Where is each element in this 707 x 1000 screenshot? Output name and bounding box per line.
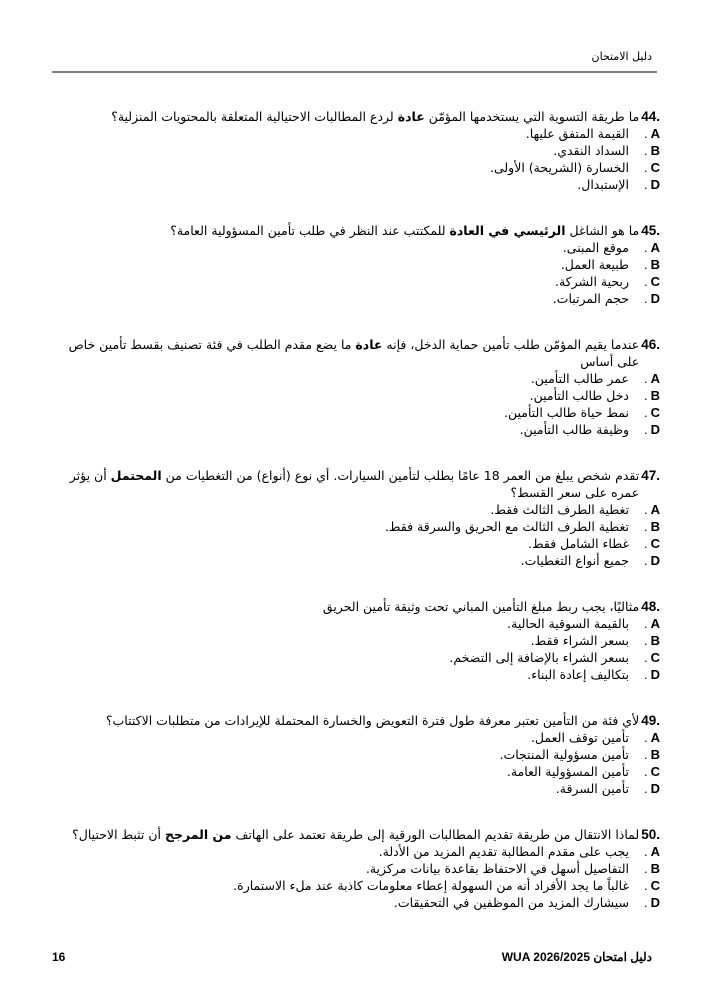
- option-letter-dot: .: [643, 781, 648, 796]
- question-text: [50, 467, 660, 501]
- option-text: وظيفة طالب التأمين.: [519, 422, 629, 437]
- option-letter-char: A: [650, 126, 660, 141]
- option-letter-dot: .: [643, 274, 648, 289]
- option-letter-dot: .: [643, 291, 648, 306]
- option-letter: [629, 290, 660, 307]
- question-text: [50, 712, 660, 729]
- question-text: [50, 108, 660, 125]
- question-stem: [50, 712, 639, 729]
- question-block: [50, 336, 660, 438]
- option-letter-char: D: [650, 895, 660, 910]
- answer-option: [50, 877, 660, 894]
- page-footer: [52, 950, 652, 966]
- question-number: 45.: [641, 223, 660, 238]
- option-text: الخسارة (الشريحة) الأولى.: [489, 160, 629, 175]
- page-number: 16: [52, 950, 66, 964]
- option-letter-char: D: [650, 553, 660, 568]
- option-letter-char: C: [650, 878, 660, 893]
- option-letter-char: C: [650, 650, 660, 665]
- option-letter-dot: .: [643, 405, 648, 420]
- question-stem-part: ما هو الشاغل: [565, 223, 640, 238]
- option-text: بسعر الشراء فقط.: [530, 633, 629, 648]
- option-text: ربحية الشركة.: [555, 274, 629, 289]
- answer-options: [50, 370, 660, 438]
- option-text: الإستبدال.: [577, 177, 629, 192]
- answer-option: [50, 125, 660, 142]
- option-text: بتكاليف إعادة البناء.: [527, 667, 629, 682]
- question-emphasis: عادة: [397, 109, 425, 124]
- option-letter: [629, 780, 660, 797]
- option-text: تأمين مسؤولية المنتجات.: [499, 747, 629, 762]
- option-letter-char: C: [650, 536, 660, 551]
- option-letter-char: B: [650, 388, 660, 403]
- option-letter-char: C: [650, 160, 660, 175]
- option-letter-dot: .: [643, 730, 648, 745]
- option-letter: [629, 387, 660, 404]
- question-block: [50, 108, 660, 193]
- option-letter-dot: .: [643, 519, 648, 534]
- answer-option: [50, 666, 660, 683]
- option-letter: [629, 843, 660, 860]
- question-stem: [50, 336, 639, 370]
- question-stem-part: أن يؤثر عمره على سعر القسط؟: [69, 468, 640, 500]
- option-letter-dot: .: [643, 371, 648, 386]
- question-stem-part: للمكتتب عند النظر في طلب تأمين المسؤولية العامة؟: [170, 223, 450, 238]
- question-stem-part: عندما يقيم المؤمّن طلب تأمين حماية الدخل، فإنه: [382, 337, 640, 352]
- option-letter-dot: .: [643, 650, 648, 665]
- option-letter-dot: .: [643, 422, 648, 437]
- option-letter-char: D: [650, 422, 660, 437]
- question-stem: [50, 467, 639, 501]
- answer-option: [50, 763, 660, 780]
- option-letter-dot: .: [643, 502, 648, 517]
- option-letter-char: D: [650, 291, 660, 306]
- footer-title: دليل امتحان WUA 2026/2025: [501, 950, 652, 964]
- question-block: [50, 826, 660, 911]
- option-letter-char: D: [650, 781, 660, 796]
- answer-option: [50, 387, 660, 404]
- question-number: 44.: [641, 109, 660, 124]
- question-number: 47.: [641, 468, 660, 483]
- question-stem: [50, 108, 639, 125]
- option-text: حجم المرتبات.: [552, 291, 629, 306]
- option-text: يجب على مقدم المطالبة تقديم المزيد من الأدلة.: [378, 844, 629, 859]
- option-text: دخل طالب التأمين.: [529, 388, 629, 403]
- question-stem-part: ما يضع مقدم الطلب في فئة تصنيف بقسط تأمين خاص على أساس: [68, 337, 640, 369]
- question-stem-part: أن تثبط الاحتيال؟: [72, 827, 165, 842]
- answer-options: [50, 843, 660, 911]
- option-text: جميع أنواع التغطيات.: [520, 553, 629, 568]
- option-letter: [629, 421, 660, 438]
- answer-option: [50, 894, 660, 911]
- option-letter: [629, 501, 660, 518]
- option-letter-char: A: [650, 371, 660, 386]
- header-divider: [52, 71, 657, 73]
- question-list: [50, 108, 660, 940]
- option-letter-dot: .: [643, 764, 648, 779]
- option-letter-char: B: [650, 519, 660, 534]
- answer-option: [50, 649, 660, 666]
- answer-options: [50, 239, 660, 307]
- question-stem-part: تقدم شخص يبلغ من العمر 18 عامًا بطلب لتأمين السيارات. أي نوع (أنواع) من التغطيات من: [161, 468, 640, 483]
- option-letter-dot: .: [643, 633, 648, 648]
- answer-option: [50, 421, 660, 438]
- question-emphasis: عادة: [355, 337, 383, 352]
- answer-option: [50, 518, 660, 535]
- option-letter: [629, 746, 660, 763]
- answer-options: [50, 501, 660, 569]
- option-letter-dot: .: [643, 667, 648, 682]
- option-letter-dot: .: [643, 143, 648, 158]
- question-stem-part: لأي فئة من التأمين تعتبر معرفة طول فترة التعويض والخسارة المحتملة للإيرادات من متطلبات الاكتتاب؟: [105, 713, 640, 728]
- question-stem-part: مثاليًا، يجب ربط مبلغ التأمين المباني تحت وثيقة تأمين الحريق: [322, 599, 640, 614]
- option-text: غطاء الشامل فقط.: [528, 536, 629, 551]
- answer-option: [50, 273, 660, 290]
- answer-option: [50, 552, 660, 569]
- option-letter-char: D: [650, 667, 660, 682]
- option-letter-char: A: [650, 844, 660, 859]
- answer-option: [50, 729, 660, 746]
- answer-option: [50, 501, 660, 518]
- option-text: تغطية الطرف الثالث مع الحريق والسرقة فقط.: [384, 519, 629, 534]
- option-letter-dot: .: [643, 240, 648, 255]
- option-letter-char: C: [650, 405, 660, 420]
- option-letter: [629, 649, 660, 666]
- option-letter: [629, 404, 660, 421]
- option-text: نمط حياة طالب التأمين.: [503, 405, 629, 420]
- option-text: بسعر الشراء بالإضافة إلى التضخم.: [449, 650, 629, 665]
- option-text: السداد النقدي.: [553, 143, 629, 158]
- question-block: [50, 467, 660, 569]
- question-stem: [50, 826, 639, 843]
- option-text: تغطية الطرف الثالث فقط.: [490, 502, 629, 517]
- option-letter: [629, 666, 660, 683]
- option-letter-char: C: [650, 764, 660, 779]
- option-letter-char: B: [650, 633, 660, 648]
- option-letter: [629, 370, 660, 387]
- option-letter: [629, 763, 660, 780]
- question-block: [50, 222, 660, 307]
- option-letter: [629, 860, 660, 877]
- answer-option: [50, 535, 660, 552]
- option-letter-dot: .: [643, 388, 648, 403]
- question-emphasis: من المرجح: [165, 827, 232, 842]
- answer-option: [50, 176, 660, 193]
- option-text: موقع المبنى.: [562, 240, 629, 255]
- option-letter: [629, 535, 660, 552]
- answer-option: [50, 615, 660, 632]
- option-letter-char: D: [650, 177, 660, 192]
- option-text: غالباً ما يجد الأفراد أنه من السهولة إعطاء معلومات كاذبة عند ملء الاستمارة.: [233, 878, 629, 893]
- option-letter: [629, 159, 660, 176]
- option-text: تأمين السرقة.: [555, 781, 629, 796]
- option-letter: [629, 518, 660, 535]
- question-stem-part: ما طريقة التسوية التي يستخدمها المؤمّن: [424, 109, 640, 124]
- option-letter: [629, 552, 660, 569]
- option-letter-char: B: [650, 747, 660, 762]
- question-stem: [50, 598, 639, 615]
- answer-option: [50, 860, 660, 877]
- option-letter-dot: .: [643, 536, 648, 551]
- option-letter-dot: .: [643, 553, 648, 568]
- question-stem-part: لماذا الانتقال من طريقة تقديم المطالبات الورقية إلى طريقة تعتمد على الهاتف: [231, 827, 640, 842]
- option-text: تأمين المسؤولية العامة.: [506, 764, 629, 779]
- option-letter: [629, 894, 660, 911]
- option-letter: [629, 176, 660, 193]
- question-block: [50, 712, 660, 797]
- option-letter: [629, 273, 660, 290]
- question-block: [50, 598, 660, 683]
- question-text: [50, 222, 660, 239]
- answer-option: [50, 239, 660, 256]
- option-letter-dot: .: [643, 126, 648, 141]
- option-letter-dot: .: [643, 895, 648, 910]
- question-number: 46.: [641, 337, 660, 352]
- option-letter-char: A: [650, 730, 660, 745]
- answer-option: [50, 256, 660, 273]
- option-letter-char: C: [650, 274, 660, 289]
- option-letter-dot: .: [643, 616, 648, 631]
- option-letter: [629, 632, 660, 649]
- option-text: تأمين توقف العمل.: [530, 730, 629, 745]
- option-letter: [629, 729, 660, 746]
- option-letter: [629, 239, 660, 256]
- option-letter-char: B: [650, 861, 660, 876]
- answer-option: [50, 843, 660, 860]
- question-emphasis: الرئيسي في العادة: [449, 223, 566, 238]
- option-letter-char: B: [650, 257, 660, 272]
- question-number: 48.: [641, 599, 660, 614]
- answer-option: [50, 780, 660, 797]
- option-letter-dot: .: [643, 861, 648, 876]
- answer-option: [50, 290, 660, 307]
- question-text: [50, 826, 660, 843]
- question-number: 49.: [641, 713, 660, 728]
- option-letter-dot: .: [643, 844, 648, 859]
- answer-option: [50, 404, 660, 421]
- option-letter-dot: .: [643, 878, 648, 893]
- option-letter-dot: .: [643, 747, 648, 762]
- option-letter: [629, 256, 660, 273]
- answer-options: [50, 125, 660, 193]
- answer-option: [50, 142, 660, 159]
- option-text: القيمة المتفق عليها.: [525, 126, 629, 141]
- question-text: [50, 336, 660, 370]
- answer-option: [50, 159, 660, 176]
- option-text: طبيعة العمل.: [560, 257, 629, 272]
- option-text: التفاصيل أسهل في الاحتفاظ بقاعدة بيانات مركزية.: [365, 861, 629, 876]
- option-text: بالقيمة السوقية الحالية.: [507, 616, 629, 631]
- option-letter: [629, 615, 660, 632]
- option-letter-dot: .: [643, 177, 648, 192]
- answer-options: [50, 615, 660, 683]
- question-number: 50.: [641, 827, 660, 842]
- option-letter-dot: .: [643, 257, 648, 272]
- option-text: عمر طالب التأمين.: [530, 371, 629, 386]
- option-letter-char: B: [650, 143, 660, 158]
- question-emphasis: المحتمل: [110, 468, 162, 483]
- question-stem-part: لردع المطالبات الاحتيالية المتعلقة بالمحتويات المنزلية؟: [111, 109, 398, 124]
- option-letter-dot: .: [643, 160, 648, 175]
- option-letter: [629, 125, 660, 142]
- answer-options: [50, 729, 660, 797]
- answer-option: [50, 632, 660, 649]
- option-letter: [629, 877, 660, 894]
- answer-option: [50, 370, 660, 387]
- question-text: [50, 598, 660, 615]
- question-stem: [50, 222, 639, 239]
- option-text: سيشارك المزيد من الموظفين في التحقيقات.: [393, 895, 629, 910]
- page-header: دليل الامتحان: [591, 50, 652, 63]
- answer-option: [50, 746, 660, 763]
- option-letter-char: A: [650, 240, 660, 255]
- option-letter-char: A: [650, 616, 660, 631]
- option-letter: [629, 142, 660, 159]
- option-letter-char: A: [650, 502, 660, 517]
